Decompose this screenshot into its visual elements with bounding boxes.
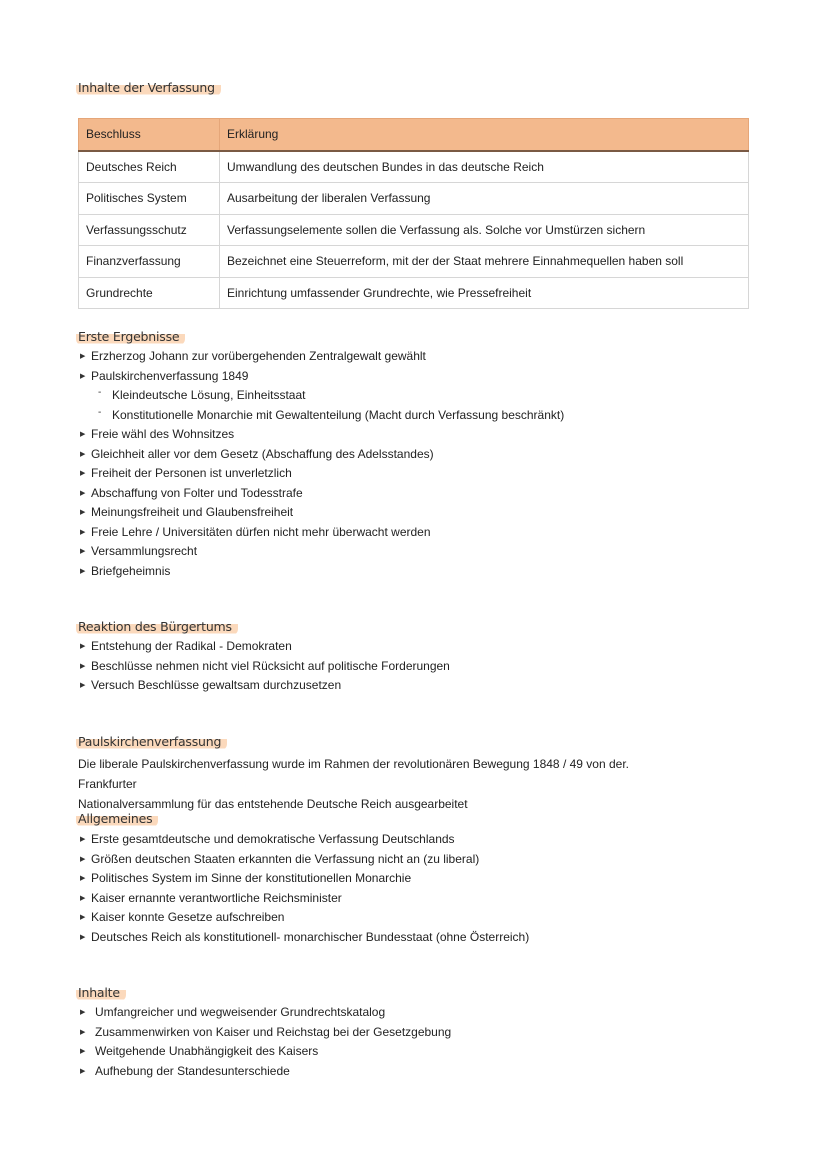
bullet-icon: ▶ [80,1067,86,1075]
table-cell: Bezeichnet eine Steuerreform, mit der der Staat mehrere Einnahmequellen haben soll [220,246,749,278]
list-item: ▶ Größen deutschen Staaten erkannten die Verfassung nicht an (zu liberal) [80,850,529,870]
table-row [79,246,749,278]
bullet-icon: ▶ [80,431,86,438]
table-cell: Politisches System [79,183,220,215]
inhalte-list [80,1003,451,1081]
bullet-icon: ▶ [80,836,86,843]
bullet-icon: ▶ [80,855,86,863]
table-cell: Verfassungsschutz [79,214,220,246]
list-item: ▶ Freiheit der Personen ist unverletzlich [80,464,564,484]
list-item: ▶ Entstehung der Radikal - Demokraten [80,637,450,657]
list-item: ▶ Umfangreicher und wegweisender Grundrechtskatalog [80,1003,451,1023]
list-item: ▶ Weitgehende Unabhängigkeit des Kaisers [80,1042,451,1062]
heading-paulskirchenverfassung: Paulskirchenverfassung [76,734,227,750]
list-item: ▶ Freie wähl des Wohnsitzes [80,425,564,445]
list-item: ▶ Paulskirchenverfassung 1849 [80,367,564,387]
reaktion-list [80,637,450,696]
bullet-icon: ▶ [80,1028,86,1036]
table-cell: Einrichtung umfassender Grundrechte, wie Pressefreiheit [220,277,749,309]
list-item: ▶ Freie Lehre / Universitäten dürfen nicht mehr überwacht werden [80,523,564,543]
list-item: ▶ Gleichheit aller vor dem Gesetz (Abschaffung des Adelsstandes) [80,445,564,465]
list-item: ▶ Versuch Beschlüsse gewaltsam durchzusetzen [80,676,450,696]
bullet-icon: ▶ [80,682,86,689]
list-item: ▶ Kaiser konnte Gesetze aufschreiben [80,908,529,928]
table-cell: Grundrechte [79,277,220,309]
table-row [79,214,749,246]
list-item: ▶ Deutsches Reich als konstitutionell- monarchischer Bundesstaat (ohne Österreich) [80,928,529,948]
paragraph-line: Nationalversammlung für das entstehende Deutsche Reich ausgearbeitet [78,797,468,811]
list-item: ▶ Politisches System im Sinne der konstitutionellen Monarchie [80,869,529,889]
paragraph-line: Die liberale Paulskirchenverfassung wurde im Rahmen der revolutionären Bewegung 1848 / 49 von der. Frankfurter [78,757,629,791]
bullet-icon: ▶ [80,643,86,650]
list-item: ▶ Meinungsfreiheit und Glaubensfreiheit [80,503,564,523]
bullet-icon: ▶ [80,353,86,360]
heading-erste-ergebnisse: Erste Ergebnisse [76,329,185,345]
column-header-erklaerung: Erklärung [220,119,749,151]
table-header-row [79,119,749,151]
heading-allgemeines: Allgemeines [76,811,158,827]
list-item: ▶ Erste gesamtdeutsche und demokratische Verfassung Deutschlands [80,830,529,850]
bullet-icon: ▶ [80,470,86,477]
beschluss-table [78,118,749,309]
bullet-icon: ▶ [80,489,86,497]
bullet-icon: ▶ [80,894,86,902]
dash-icon: - [98,406,102,418]
allgemeines-list [80,830,529,947]
table-cell: Umwandlung des deutschen Bundes in das deutsche Reich [220,151,749,183]
bullet-icon: ▶ [80,548,86,555]
table-cell: Verfassungselemente sollen die Verfassung als. Solche vor Umstürzen sichern [220,214,749,246]
bullet-icon: ▶ [80,528,86,536]
list-item: - Konstitutionelle Monarchie mit Gewaltenteilung (Macht durch Verfassung beschränkt) [80,406,564,426]
bullet-icon: ▶ [80,1009,86,1016]
bullet-icon: ▶ [80,914,86,921]
list-item: ▶ Zusammenwirken von Kaiser und Reichstag bei der Gesetzgebung [80,1023,451,1043]
bullet-icon: ▶ [80,567,86,575]
bullet-icon: ▶ [80,450,86,458]
bullet-icon: ▶ [80,933,86,941]
column-header-beschluss: Beschluss [79,119,220,151]
dash-icon: - [98,387,102,398]
bullet-icon: ▶ [80,1048,86,1055]
erste-ergebnisse-list [80,347,564,581]
list-item: ▶ Briefgeheimnis [80,562,564,582]
heading-inhalte: Inhalte [76,985,126,1001]
list-item: ▶ Erzherzog Johann zur vorübergehenden Zentralgewalt gewählt [80,347,564,367]
list-item: ▶ Kaiser ernannte verantwortliche Reichsminister [80,889,529,909]
bullet-icon: ▶ [80,509,86,516]
table-cell: Deutsches Reich [79,151,220,183]
list-item: ▶ Versammlungsrecht [80,542,564,562]
bullet-icon: ▶ [80,662,86,670]
table-row [79,151,749,183]
heading-inhalte-der-verfassung: Inhalte der Verfassung [76,80,221,96]
list-item: ▶ Aufhebung der Standesunterschiede [80,1062,451,1082]
bullet-icon: ▶ [80,875,86,882]
table-row [79,277,749,309]
paulskirche-paragraph [78,754,678,814]
list-item: ▶ Beschlüsse nehmen nicht viel Rücksicht auf politische Forderungen [80,657,450,677]
list-item: ▶ Abschaffung von Folter und Todesstrafe [80,484,564,504]
table-row [79,183,749,215]
list-item: - Kleindeutsche Lösung, Einheitsstaat [80,386,564,406]
heading-reaktion-des-buergertums: Reaktion des Bürgertums [76,619,238,635]
bullet-icon: ▶ [80,372,86,380]
table-cell: Finanzverfassung [79,246,220,278]
table-cell: Ausarbeitung der liberalen Verfassung [220,183,749,215]
